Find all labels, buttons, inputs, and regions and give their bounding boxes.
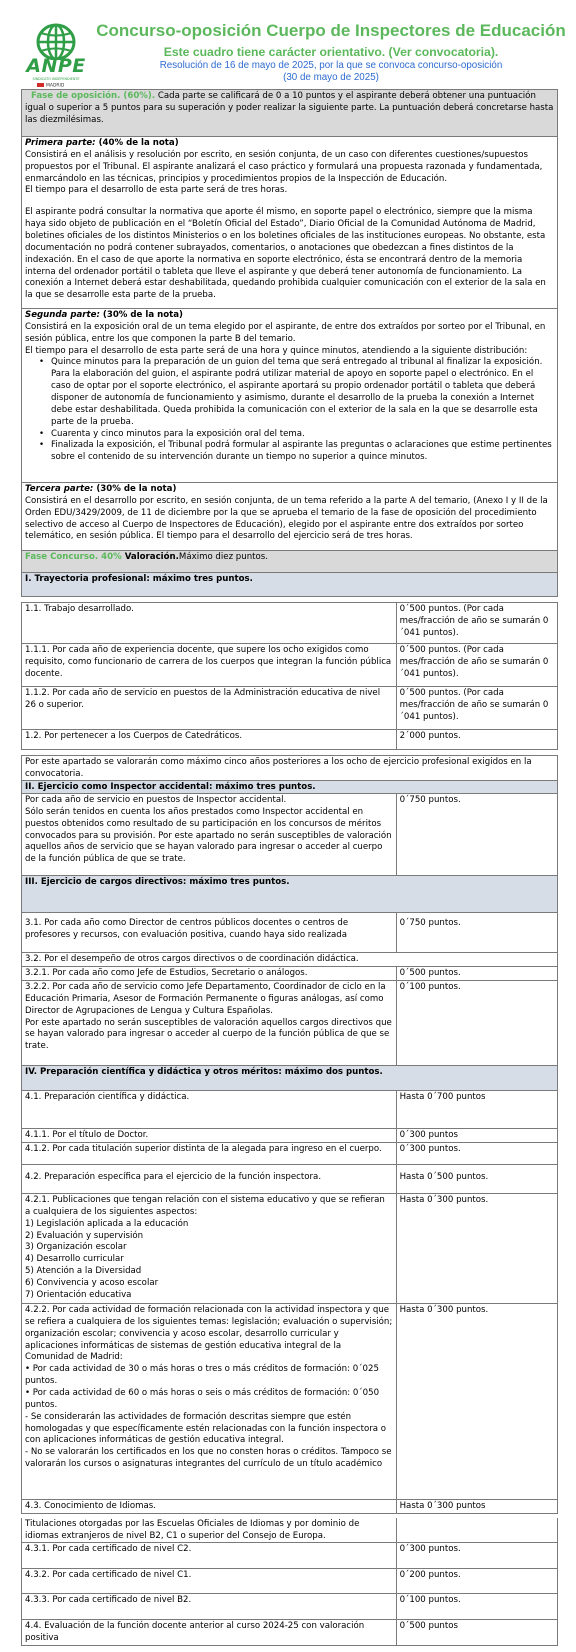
table-row (21, 602, 558, 644)
table-row (21, 1594, 558, 1620)
row-item: 4.3. Conocimiento de Idiomas. (22, 1500, 397, 1513)
table-row (21, 1091, 558, 1129)
page-title: Concurso-oposición Cuerpo de Inspectores de Educación (96, 21, 566, 40)
list-item: 1) Legislación aplicada a la educación (25, 1218, 189, 1229)
primera-heading: Primera parte: (25, 138, 96, 148)
row-item: 1.1. Trabajo desarrollado. (22, 603, 397, 643)
tercera-heading: Tercera parte: (25, 484, 94, 494)
row-points (397, 1518, 557, 1542)
row-points: 0´100 puntos. (399, 982, 461, 992)
table-row (21, 794, 558, 876)
concurso-text: Máximo diez puntos. (178, 552, 268, 562)
concurso-valoracion: Valoración. (121, 552, 179, 562)
row-item: 4.2. Preparación específica para el ejercicio de la función inspectora. (22, 1165, 397, 1193)
section-cargos-directivos (21, 876, 558, 913)
table-row (21, 1543, 558, 1569)
document-header (0, 0, 576, 90)
logo-tagline: SINDICATO INDEPENDIENTE (32, 77, 80, 81)
row-item: 1.1.1. Por cada año de experiencia docente, que supere los ocho exigidos como requisito, como funcionario de carrera de los cuerpos que integran la función pública docente. (22, 644, 397, 686)
list-item: 4) Desarrollo curricular (25, 1254, 124, 1265)
table-row (21, 730, 558, 750)
segunda-parte-block (21, 309, 558, 483)
tercera-p1: Consistirá en el desarrollo por escrito, en sesión conjunta, de un tema referido a la parte A del temario, (Anexo I y II de la Orden EDU/3429/2009, de 11 de diciembre por la que se aprueba el temario de la fase de oposición del procedimiento selectivo de acceso al Cuerpo de Inspectores de Educación), elegido por el aspirante entre dos extraídos por sorteo telemático, en sesión pública. El tiempo para el desarrollo del ejercicio será de tres horas. (25, 495, 548, 542)
row-item-detail: Por este apartado no serán susceptibles de valoración aquellos cargos directivos que se hayan valorado para ingresar o acceder al cuerpo de la función pública de que se trate. (25, 1017, 392, 1052)
concurso-block (21, 551, 558, 573)
row-item (22, 981, 397, 1065)
row-item: 4.3.3. Por cada certificado de nivel B2. (22, 1594, 397, 1619)
table-row (21, 1143, 558, 1165)
table-row (21, 1194, 558, 1304)
table-row (21, 1165, 558, 1194)
list-item: • Quince minutos para la preparación de un guion del tema que será entregado al tribunal al finalizar la exposición. Para la elaboración del guion, el aspirante podrá utilizar material de apoyo en soporte papel o electrónico. En el caso de optar por el soporte electrónico, el aspirante aportará su propio ordenador portátil o tableta que deberá disponer de autonomía de funcionamiento y asimismo, durante el desarrollo de la prueba la conexión a Internet debe estar deshabilitada. Queda prohibida la comunicación con el exterior de la sala en la que se desarrolle esta parte de la prueba. (38, 357, 554, 428)
list-item: • Por cada actividad de 30 o más horas o tres o más créditos de formación: 0´025 puntos. (25, 1364, 379, 1387)
table-row (21, 1569, 558, 1594)
row-item-line: 4.2.2. Por cada actividad de formación relacionada con la actividad inspectora y que se refiera a cualquiera de los siguientes temas: legislación; evaluación o supervisión; organización escolar; convivencia y acoso escolar, desarrollo curricular y aplicaciones informáticas de sistemas de gestión educativa integral de la Comunidad de Madrid: (25, 1305, 393, 1363)
resolution-line-2: (30 de mayo de 2025) (283, 71, 379, 83)
table-row (21, 1518, 558, 1543)
primera-p2: El tiempo para el desarrollo de esta parte será de tres horas. (25, 185, 288, 196)
list-item: • Finalizada la exposición, el Tribunal podrá formular al aspirante las preguntas o aclaraciones que estime pertinentes sobre el contenido de su intervención durante un tiempo no superior a quince minutos. (38, 440, 554, 464)
row-item-detail: Sólo serán tenidos en cuenta los años prestados como Inspector accidental en puestos obtenidos como resultado de su participación en los concursos de méritos convocados para su provisión. Por este apartado no serán susceptibles de valoración aquellos años de servicio que se hayan valorado para ingresar o acceder al cuerpo de la función pública de que se trate. (25, 806, 392, 865)
primera-weight: (40% de la nota) (95, 138, 179, 148)
table-row (21, 687, 558, 730)
row-item (22, 1304, 397, 1499)
row-item-line: Por cada año de servicio en puestos de Inspector accidental. (25, 795, 287, 805)
row-points: 0´300 puntos (399, 1130, 458, 1140)
concurso-label: Fase Concurso. 40% (25, 552, 122, 562)
row-points: Hasta 0´300 puntos (399, 1501, 486, 1511)
section-title: III. Ejercicio de cargos directivos: máximo tres puntos. (25, 877, 290, 887)
note-text: Por este apartado se valorarán como máximo cinco años posteriores a los ocho de ejercicio profesional exigidos en la convocatoria. (25, 757, 532, 779)
segunda-p2: El tiempo para el desarrollo de esta parte será de una hora y quince minutos, atendiendo a la siguiente distribución: (25, 345, 528, 356)
row-points: Hasta 0´300 puntos. (399, 1305, 489, 1315)
segunda-weight: (30% de la nota) (99, 310, 183, 320)
logo-region (37, 83, 81, 89)
oposicion-block (21, 89, 558, 137)
list-item: - No se valorarán los certificados en los que no consten horas o créditos. Tampoco se valorarán los cursos o asignaturas integrantes del currículo de un título académico (25, 1447, 392, 1470)
table-row (21, 981, 558, 1066)
list-item: • Cuarenta y cinco minutos para la exposición oral del tema. (38, 429, 554, 441)
row-item-line: 4.2.1. Publicaciones que tengan relación con el sistema educativo y que se refieran a cualquiera de los siguientes aspectos: (25, 1195, 385, 1217)
row-item (22, 1194, 397, 1303)
resolution-note (96, 60, 566, 83)
row-points: 0´300 puntos. (399, 1544, 461, 1554)
madrid-flag-icon (37, 83, 44, 87)
row-points: 0´500 puntos (399, 1621, 458, 1631)
row-item: 3.2.1. Por cada año como Jefe de Estudios, Secretario o análogos. (22, 967, 397, 980)
row-points: 2´000 puntos. (399, 731, 461, 741)
table-row (21, 1304, 558, 1500)
row-points: 0´750 puntos. (399, 795, 461, 805)
row-points: 0´500 puntos. (Por cada mes/fracción de año se sumarán 0´041 puntos). (399, 604, 549, 638)
table-row (21, 953, 558, 967)
section-trayectoria (21, 573, 558, 597)
primera-parte-block (21, 137, 558, 309)
segunda-bullets (25, 357, 554, 464)
table-row (21, 967, 558, 981)
primera-p3: El aspirante podrá consultar la normativa que aporte él mismo, en soporte papel o electrónico, siempre que la misma haya sido objeto de publicación en el “Boletín Oficial del Estado”, Diario Oficial de la Comunidad Autónoma de Madrid, boletines oficiales de los distintos Ministerios o en los boletines oficiales de las instituciones europeas. No obstante, esta documentación no podrá contener subrayados, comentarios, o anotaciones que obedezcan a fines distintos de la indexación. En el caso de que aporte la normativa en soporte electrónico, ésta se encontrará dentro de la memoria interna del ordenador portátil o tableta que lleve el aspirante y que deberá tener autonomía de funcionamiento. La conexión a Internet deberá estar deshabilitada, quedando prohibida cualquier comunicación con el exterior de la sala en la que se desarrolle esta parte de la prueba. (25, 207, 546, 301)
row-item: 4.1. Preparación científica y didáctica. (22, 1091, 397, 1128)
row-item: 3.1. Por cada año como Director de centros públicos docentes o centros de profesores y recursos, con evaluación positiva, cuando haya sido realizada (22, 913, 397, 952)
table-row (21, 644, 558, 687)
section-preparacion (21, 1066, 558, 1091)
table-row (21, 1500, 558, 1514)
trayectoria-note (21, 755, 558, 781)
row-points: Hasta 0´700 puntos (399, 1092, 486, 1102)
list-item: - Se considerarán las actividades de formación descritas siempre que estén homologadas y que específicamente estén relacionadas con la función inspectora o con aplicaciones informáticas de gestión educativa integral. (25, 1411, 386, 1446)
row-points: 0´200 puntos. (399, 1570, 461, 1580)
section-title: IV. Preparación científica y didáctica y otros méritos: máximo dos puntos. (25, 1067, 383, 1077)
row-points: 0´750 puntos. (399, 918, 461, 928)
page-subtitle: Este cuadro tiene carácter orientativo. (Ver convocatoria). (163, 45, 499, 59)
row-item: 1.1.2. Por cada año de servicio en puestos de la Administración educativa de nivel 26 o superior. (22, 687, 397, 729)
logo-brand: ANPE (26, 55, 86, 77)
section-inspector-accidental (21, 781, 558, 794)
list-item: • Por cada actividad de 60 o más horas o seis o más créditos de formación: 0´050 puntos. (25, 1388, 380, 1410)
table-row (21, 1620, 558, 1646)
list-item: 5) Atención a la Diversidad (25, 1266, 142, 1277)
row-item: 3.2. Por el desempeño de otros cargos directivos o de coordinación didáctica. (25, 954, 359, 964)
row-points: 0´300 puntos. (399, 1144, 461, 1154)
list-item: 2) Evaluación y supervisión (25, 1230, 144, 1241)
resolution-line-1: Resolución de 16 de mayo de 2025, por la que se convoca concurso-oposición (159, 60, 503, 71)
section-title: I. Trayectoria profesional: máximo tres puntos. (25, 574, 253, 584)
logo-region-label: MADRID (46, 83, 65, 89)
row-points: 0´500 puntos. (Por cada mes/fracción de año se sumarán 0´041 puntos). (399, 688, 549, 722)
table-row (21, 913, 558, 953)
row-item: 4.1.1. Por el título de Doctor. (22, 1129, 397, 1142)
row-points: 0´500 puntos. (Por cada mes/fracción de año se sumarán 0´041 puntos). (399, 645, 549, 679)
row-points: 0´100 puntos. (399, 1595, 461, 1605)
row-points: 0´500 puntos. (399, 968, 461, 978)
row-points: Hasta 0´300 puntos. (399, 1195, 489, 1205)
tercera-weight: (30% de la nota) (93, 484, 177, 494)
section-title: II. Ejercicio como Inspector accidental: máximo tres puntos. (25, 782, 316, 792)
row-item: 4.1.2. Por cada titulación superior distinta de la alegada para ingreso en el cuerpo. (22, 1143, 397, 1164)
anpe-logo (25, 22, 87, 88)
primera-p1: Consistirá en el análisis y resolución por escrito, en sesión conjunta, de un caso con diferentes cuestiones/supuestos propuestos por el Tribunal. El aspirante analizará el caso práctico y formulará una propuesta razonada y fundamentada, enmarcándolo en las técnicas, principios y procedimientos propios de la Inspección de Educación. (25, 149, 543, 184)
list-item: 7) Orientación educativa (25, 1289, 132, 1300)
row-item: Titulaciones otorgadas por las Escuelas Oficiales de Idiomas y por dominio de idiomas extranjeros de nivel B2, C1 o superior del Consejo de Europa. (22, 1518, 397, 1542)
list-item: 3) Organización escolar (25, 1242, 127, 1253)
list-item: 6) Convivencia y acoso escolar (25, 1278, 159, 1289)
row-item: 4.4. Evaluación de la función docente anterior al curso 2024-25 con valoración positiva (22, 1620, 397, 1645)
segunda-heading: Segunda parte: (25, 310, 100, 320)
row-item: 1.2. Por pertenecer a los Cuerpos de Catedráticos. (22, 730, 397, 749)
oposicion-label: Fase de oposición. (60%). (31, 91, 156, 101)
row-item (22, 794, 397, 875)
row-item: 4.3.1. Por cada certificado de nivel C2. (22, 1543, 397, 1568)
tercera-parte-block (21, 483, 558, 551)
oposicion-text: Cada parte se calificará de 0 a 10 puntos y el aspirante deberá obtener una puntuación igual o superior a 5 puntos para su superación y poder realizar la siguiente parte. La puntuación deberá concretarse hasta las diezmilésimas. (25, 91, 554, 125)
row-item: 4.3.2. Por cada certificado de nivel C1. (22, 1569, 397, 1593)
row-points: Hasta 0´500 puntos. (399, 1172, 489, 1182)
table-row (21, 1129, 558, 1143)
row-item-line: 3.2.2. Por cada año de servicio como Jefe Departamento, Coordinador de ciclo en la Educación Primaria, Asesor de Formación Permanente o figuras análogas, así como Director de Agrupaciones de Lengua y Cultura Españolas. (25, 982, 386, 1016)
segunda-p1: Consistirá en la exposición oral de un tema elegido por el aspirante, de entre dos extraídos por sorteo por el Tribunal, en sesión pública, entre los que componen la parte B del temario. (25, 321, 546, 344)
